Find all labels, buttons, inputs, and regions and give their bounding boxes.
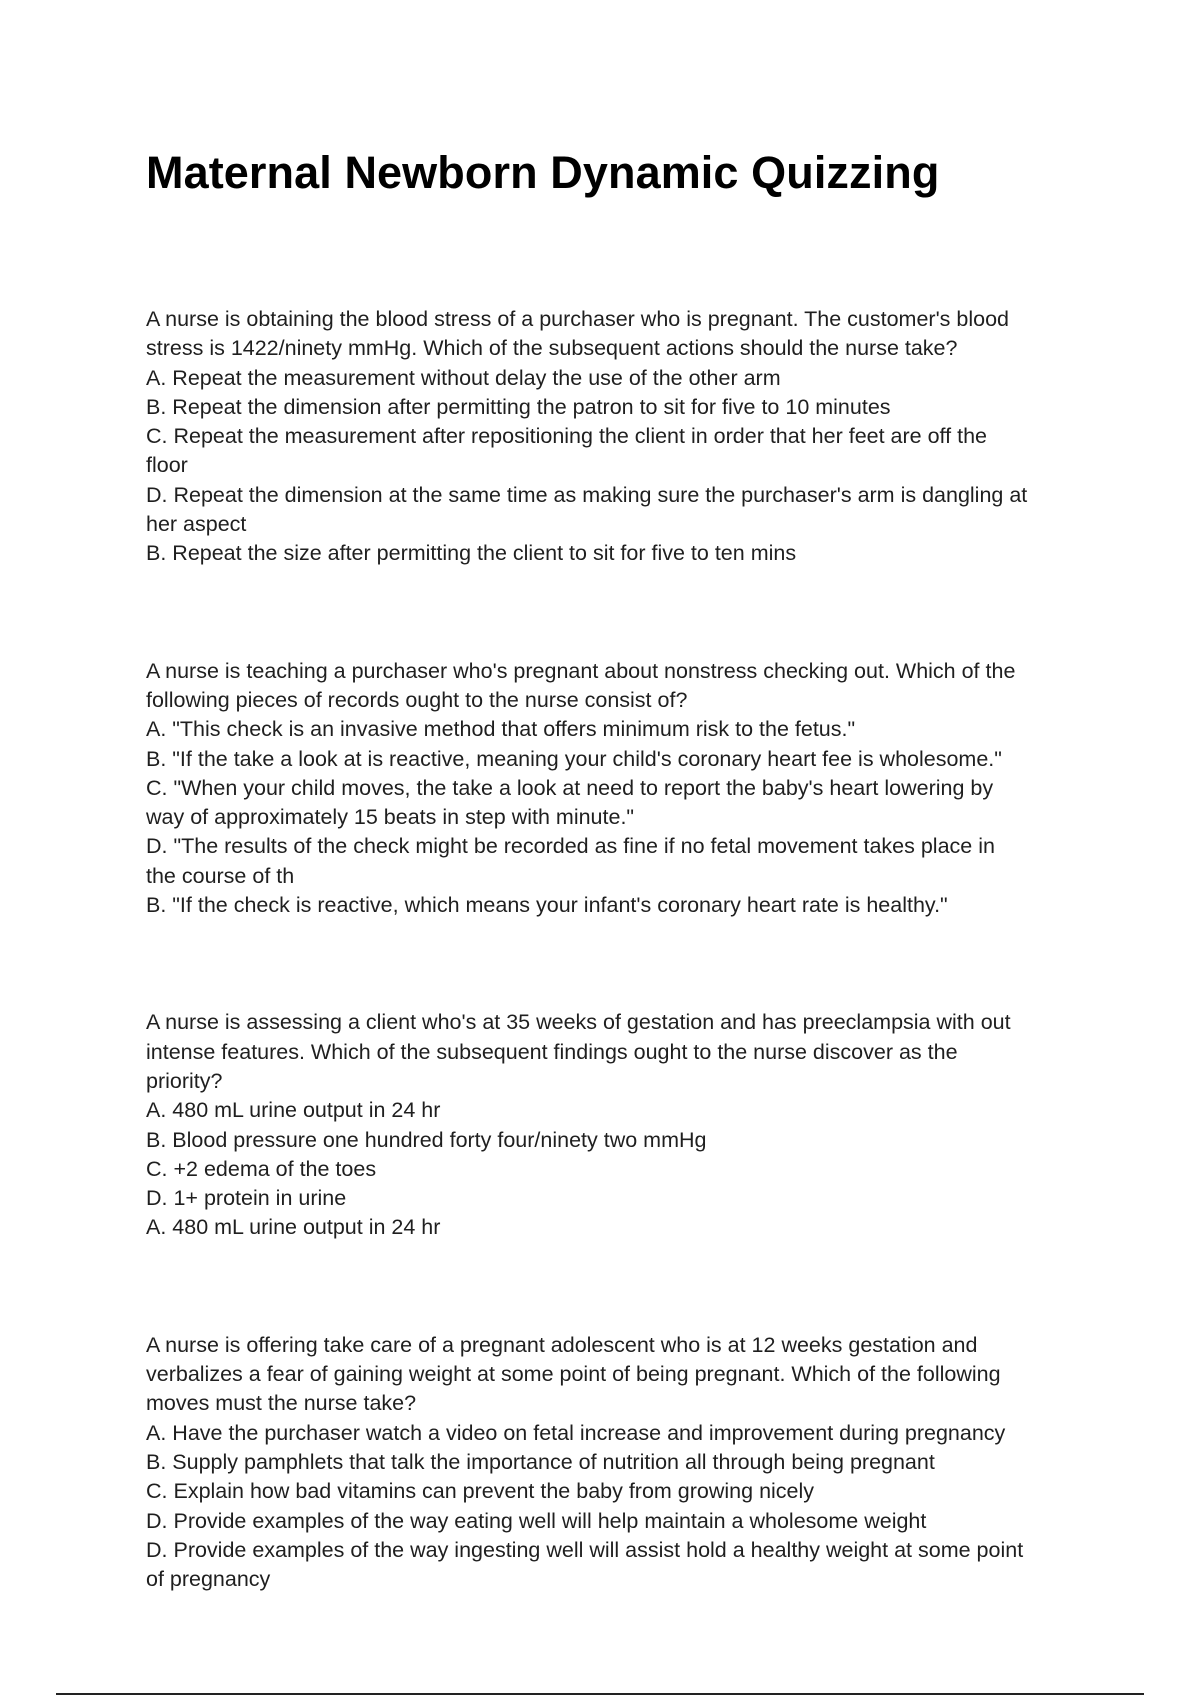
question-3-line-8: A. 480 mL urine output in 24 hr [146, 1215, 441, 1240]
question-4-line-7: D. Provide examples of the way eating well will help maintain a wholesome weight [146, 1508, 927, 1533]
question-2-line-6: way of approximately 15 beats in step with minute." [146, 805, 635, 830]
question-3-line-6: C. +2 edema of the toes [146, 1156, 377, 1181]
question-4-line-2: verbalizes a fear of gaining weight at some point of being pregnant. Which of the following [146, 1362, 1001, 1387]
question-spacer [146, 920, 1066, 1008]
question-3-line-5: B. Blood pressure one hundred forty four/ninety two mmHg [146, 1127, 707, 1152]
question-4-line-5: B. Supply pamphlets that talk the importance of nutrition all through being pregnant [146, 1449, 935, 1474]
question-block-4 [146, 1331, 1066, 1595]
question-4-line-4: A. Have the purchaser watch a video on fetal increase and improvement during pregnancy [146, 1420, 1006, 1445]
question-2-line-3: A. "This check is an invasive method that offers minimum risk to the fetus." [146, 717, 856, 742]
question-1-line-1: A nurse is obtaining the blood stress of a purchaser who is pregnant. The customer's blood [146, 307, 1010, 331]
question-spacer [146, 569, 1066, 657]
question-1-line-4: B. Repeat the dimension after permitting the patron to sit for five to 10 minutes [146, 394, 891, 419]
question-4-line-8: D. Provide examples of the way ingesting well will assist hold a healthy weight at some point [146, 1537, 1024, 1562]
question-1-line-9: B. Repeat the size after permitting the client to sit for five to ten mins [146, 541, 797, 566]
question-1-line-3: A. Repeat the measurement without delay the use of the other arm [146, 365, 781, 390]
question-block-1 [146, 305, 1066, 569]
question-3-line-7: D. 1+ protein in urine [146, 1186, 347, 1211]
question-4-line-6: C. Explain how bad vitamins can prevent the baby from growing nicely [146, 1479, 815, 1504]
question-4-line-3: moves must the nurse take? [146, 1391, 417, 1416]
question-4-line-1: A nurse is offering take care of a pregnant adolescent who is at 12 weeks gestation and [146, 1332, 978, 1357]
question-1-line-2: stress is 1422/ninety mmHg. Which of the subsequent actions should the nurse take? [146, 336, 958, 361]
question-1-line-8: her aspect [146, 512, 247, 537]
question-2-line-5: C. "When your child moves, the take a look at need to report the baby's heart lowering by [146, 775, 994, 800]
question-3-line-4: A. 480 mL urine output in 24 hr [146, 1098, 441, 1123]
question-1-line-6: floor [146, 453, 188, 478]
question-1-line-7: D. Repeat the dimension at the same time as making sure the purchaser's arm is dangling at [146, 482, 1028, 507]
question-2-line-9: B. "If the check is reactive, which means your infant's coronary heart rate is healthy." [146, 893, 948, 918]
question-2-line-4: B. "If the take a look at is reactive, meaning your child's coronary heart fee is wholesome." [146, 746, 1002, 771]
question-2-line-7: D. "The results of the check might be recorded as fine if no fetal movement takes place in [146, 834, 995, 859]
question-spacer [146, 1243, 1066, 1331]
question-3-line-1: A nurse is assessing a client who's at 35 weeks of gestation and has preeclampsia with out [146, 1010, 1011, 1035]
question-block-2 [146, 657, 1066, 921]
page-title: Maternal Newborn Dynamic Quizzing [146, 147, 940, 198]
question-block-3 [146, 1008, 1066, 1242]
question-2-line-8: the course of th [146, 863, 295, 888]
footer-divider [56, 1693, 1144, 1695]
question-2-line-2: following pieces of records ought to the nurse consist of? [146, 687, 688, 712]
question-2-line-1: A nurse is teaching a purchaser who's pregnant about nonstress checking out. Which of the [146, 658, 1016, 683]
question-1-line-5: C. Repeat the measurement after repositioning the client in order that her feet are off the [146, 424, 987, 449]
question-4-line-9: of pregnancy [146, 1567, 271, 1592]
question-3-line-2: intense features. Which of the subsequent findings ought to the nurse discover as the [146, 1039, 958, 1064]
question-3-line-3: priority? [146, 1068, 223, 1093]
question-list [146, 305, 1066, 1594]
